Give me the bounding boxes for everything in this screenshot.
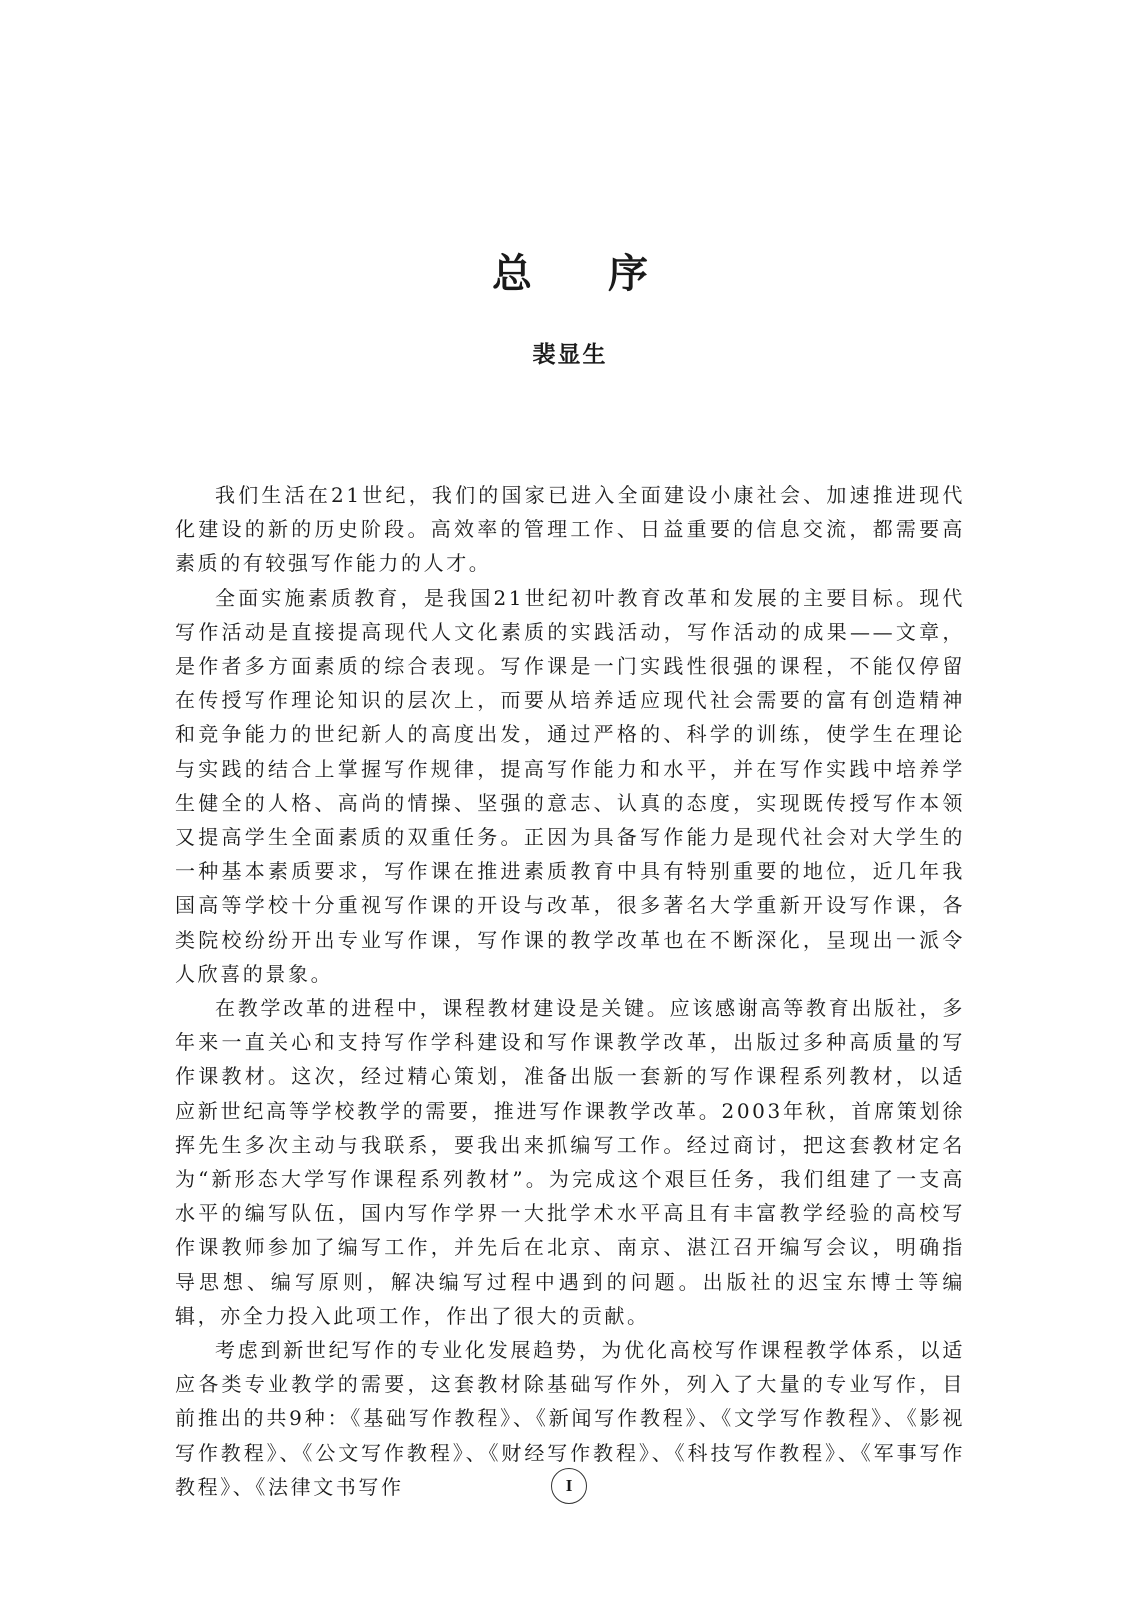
paragraph-1: 我们生活在21世纪，我们的国家已进入全面建设小康社会、加速推进现代化建设的新的历史阶段。高效率的管理工作、日益重要的信息交流，都需要高素质的有较强写作能力的人才。 — [175, 483, 965, 576]
body-text — [175, 478, 965, 1504]
author-name: 裴显生 — [532, 342, 608, 368]
page-number: I — [551, 1468, 587, 1504]
paragraph-2: 全面实施素质教育，是我国21世纪初叶教育改革和发展的主要目标。现代写作活动是直接提高现代人文化素质的实践活动，写作活动的成果——文章，是作者多方面素质的综合表现。写作课是一门实践性很强的课程，不能仅停留在传授写作理论知识的层次上，而要从培养适应现代社会需要的富有创造精神和竞争能力的世纪新人的高度出发，通过严格的、科学的训练，使学生在理论与实践的结合上掌握写作规律，提高写作能力和水平，并在写作实践中培养学生健全的人格、高尚的情操、坚强的意志、认真的态度，实现既传授写作本领又提高学生全面素质的双重任务。正因为具备写作能力是现代社会对大学生的一种基本素质要求，写作课在推进素质教育中具有特别重要的地位，近几年我国高等学校十分重视写作课的开设与改革，很多著名大学重新开设写作课，各类院校纷纷开出专业写作课，写作课的教学改革也在不断深化，呈现出一派令人欣喜的景象。 — [175, 585, 965, 986]
paragraph-4: 考虑到新世纪写作的专业化发展趋势，为优化高校写作课程教学体系，以适应各类专业教学的需要，这套教材除基础写作外，列入了大量的专业写作，目前推出的共9种：《基础写作教程》、《新闻写作教程》、《文学写作教程》、《影视写作教程》、《公文写作教程》、《财经写作教程》、《科技写作教程》、《军事写作教程》、《法律文书写作 — [175, 1338, 965, 1499]
paragraph-3: 在教学改革的进程中，课程教材建设是关键。应该感谢高等教育出版社，多年来一直关心和支持写作学科建设和写作课教学改革，出版过多种高质量的写作课教材。这次，经过精心策划，准备出版一套新的写作课程系列教材，以适应新世纪高等学校教学的需要，推进写作课教学改革。2003年秋，首席策划徐挥先生多次主动与我联系，要我出来抓编写工作。经过商讨，把这套教材定名为“新形态大学写作课程系列教材”。为完成这个艰巨任务，我们组建了一支高水平的编写队伍，国内写作学界一大批学术水平高且有丰富教学经验的高校写作课教师参加了编写工作，并先后在北京、南京、湛江召开编写会议，明确指导思想、编写原则，解决编写过程中遇到的问题。出版社的迟宝东博士等编辑，亦全力投入此项工作，作出了很大的贡献。 — [175, 996, 965, 1328]
page-title: 总序 — [492, 251, 724, 297]
